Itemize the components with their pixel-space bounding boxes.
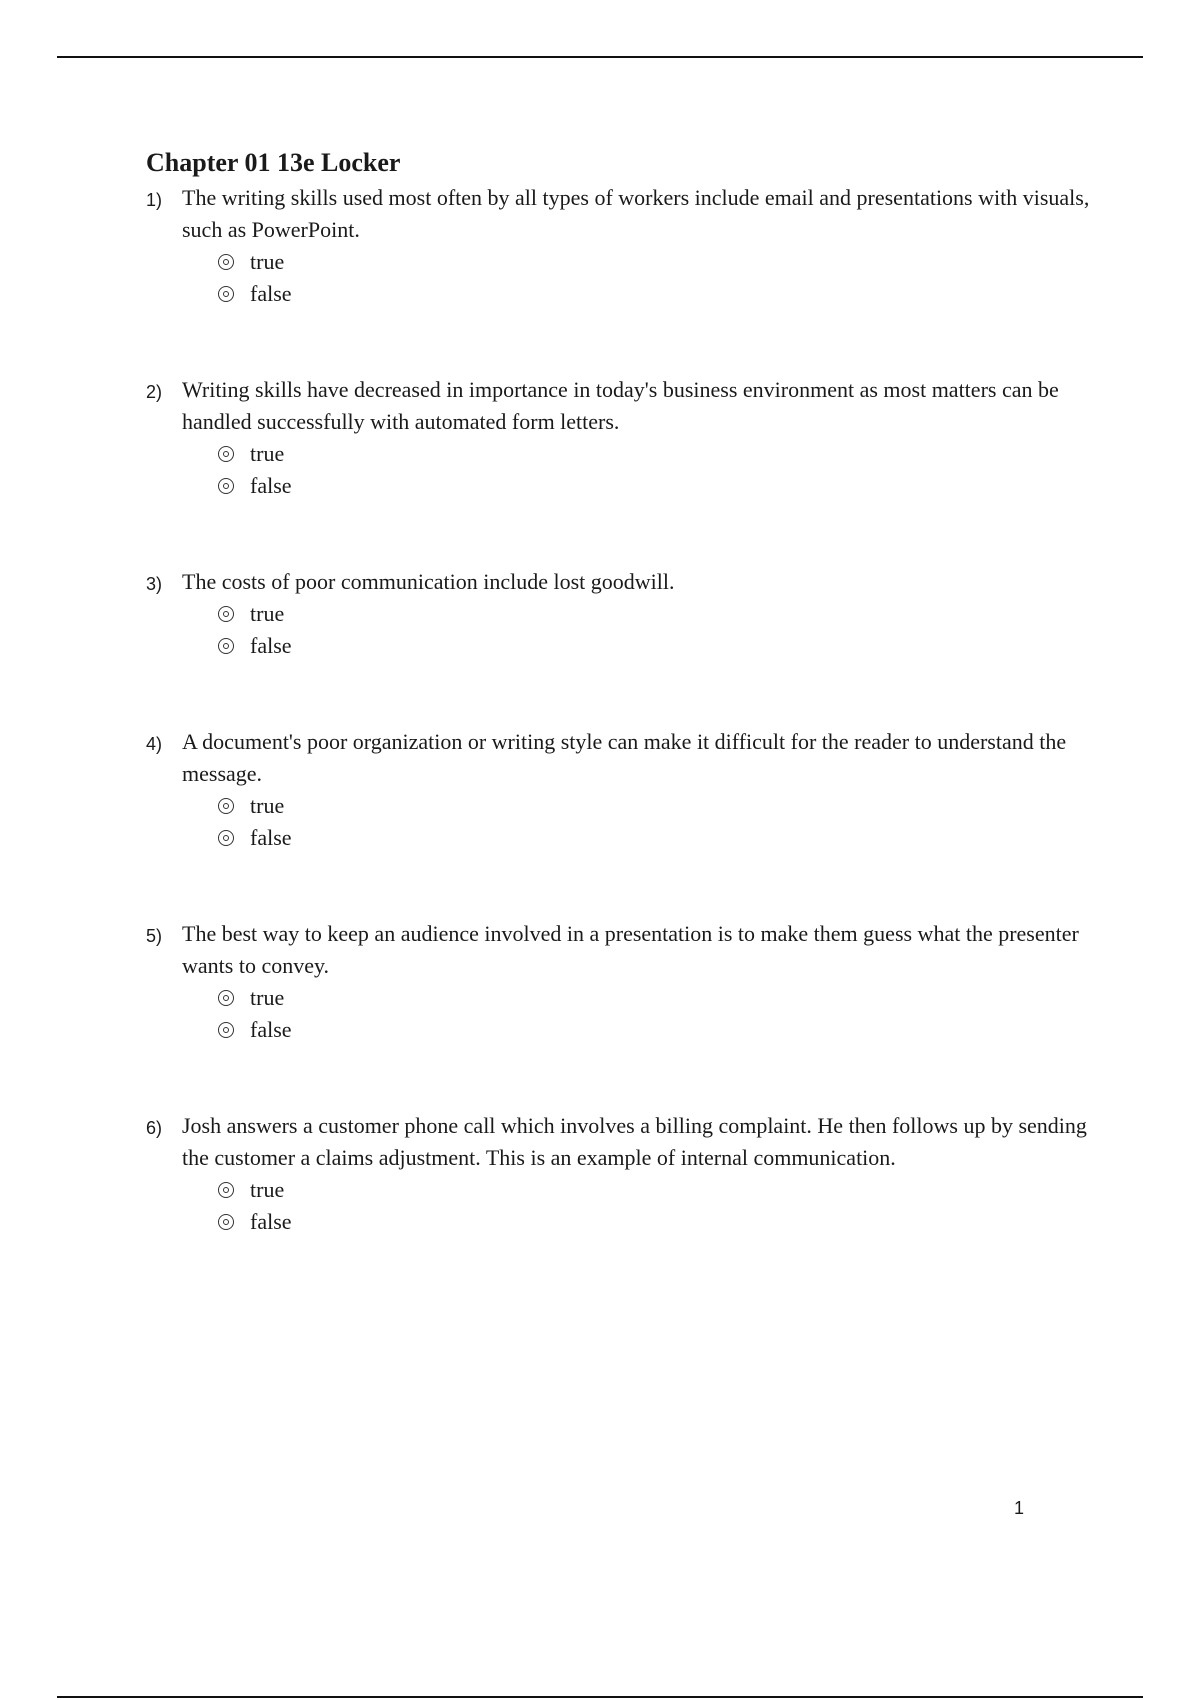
option-label: true (250, 985, 285, 1010)
option-true[interactable] (218, 598, 1096, 630)
radio-icon[interactable] (218, 1214, 234, 1230)
option-label: true (250, 601, 285, 626)
question-text: The writing skills used most often by all types of workers include email and presentations with visuals, such as PowerPoint. (182, 185, 1090, 242)
question-text: A document's poor organization or writing style can make it difficult for the reader to understand the message. (182, 729, 1067, 786)
answer-options (218, 246, 1096, 310)
option-true[interactable] (218, 1174, 1096, 1206)
option-label: true (250, 793, 285, 818)
question-number: 1) (146, 190, 163, 210)
option-true[interactable] (218, 982, 1096, 1014)
option-label: true (250, 1177, 285, 1202)
question-1 (146, 182, 1096, 310)
question-4 (146, 726, 1096, 854)
radio-icon[interactable] (218, 286, 234, 302)
question-text: The costs of poor communication include lost goodwill. (182, 569, 675, 594)
top-rule (57, 56, 1143, 58)
option-label: true (250, 441, 285, 466)
radio-icon[interactable] (218, 798, 234, 814)
question-number: 4) (146, 734, 163, 754)
page-title: Chapter 01 13e Locker (146, 148, 401, 177)
question-text: Writing skills have decreased in importance in today's business environment as most matters can be handled successfully with automated form letters. (182, 377, 1059, 434)
answer-options (218, 790, 1096, 854)
option-true[interactable] (218, 790, 1096, 822)
radio-icon[interactable] (218, 990, 234, 1006)
question-2 (146, 374, 1096, 502)
question-text: Josh answers a customer phone call which involves a billing complaint. He then follows up by sending the customer a claims adjustment. This is an example of internal communication. (182, 1113, 1087, 1170)
page-number: 1 (1014, 1498, 1025, 1518)
option-label: false (250, 825, 292, 850)
answer-options (218, 1174, 1096, 1238)
radio-icon[interactable] (218, 478, 234, 494)
question-3 (146, 566, 1096, 662)
option-false[interactable] (218, 822, 1096, 854)
question-number: 3) (146, 574, 163, 594)
option-false[interactable] (218, 1206, 1096, 1238)
radio-icon[interactable] (218, 1022, 234, 1038)
option-label: false (250, 281, 292, 306)
option-false[interactable] (218, 470, 1096, 502)
option-false[interactable] (218, 278, 1096, 310)
document-body (146, 146, 1096, 1302)
question-text: The best way to keep an audience involved in a presentation is to make them guess what the presenter wants to convey. (182, 921, 1079, 978)
answer-options (218, 438, 1096, 502)
radio-icon[interactable] (218, 1182, 234, 1198)
option-false[interactable] (218, 630, 1096, 662)
radio-icon[interactable] (218, 254, 234, 270)
option-label: false (250, 1017, 292, 1042)
option-true[interactable] (218, 246, 1096, 278)
option-true[interactable] (218, 438, 1096, 470)
question-number: 5) (146, 926, 163, 946)
option-label: true (250, 249, 285, 274)
option-label: false (250, 473, 292, 498)
radio-icon[interactable] (218, 638, 234, 654)
option-false[interactable] (218, 1014, 1096, 1046)
bottom-rule (57, 1696, 1143, 1698)
answer-options (218, 982, 1096, 1046)
radio-icon[interactable] (218, 830, 234, 846)
option-label: false (250, 633, 292, 658)
radio-icon[interactable] (218, 606, 234, 622)
question-5 (146, 918, 1096, 1046)
question-6 (146, 1110, 1096, 1238)
question-number: 6) (146, 1118, 163, 1138)
radio-icon[interactable] (218, 446, 234, 462)
question-number: 2) (146, 382, 163, 402)
answer-options (218, 598, 1096, 662)
option-label: false (250, 1209, 292, 1234)
